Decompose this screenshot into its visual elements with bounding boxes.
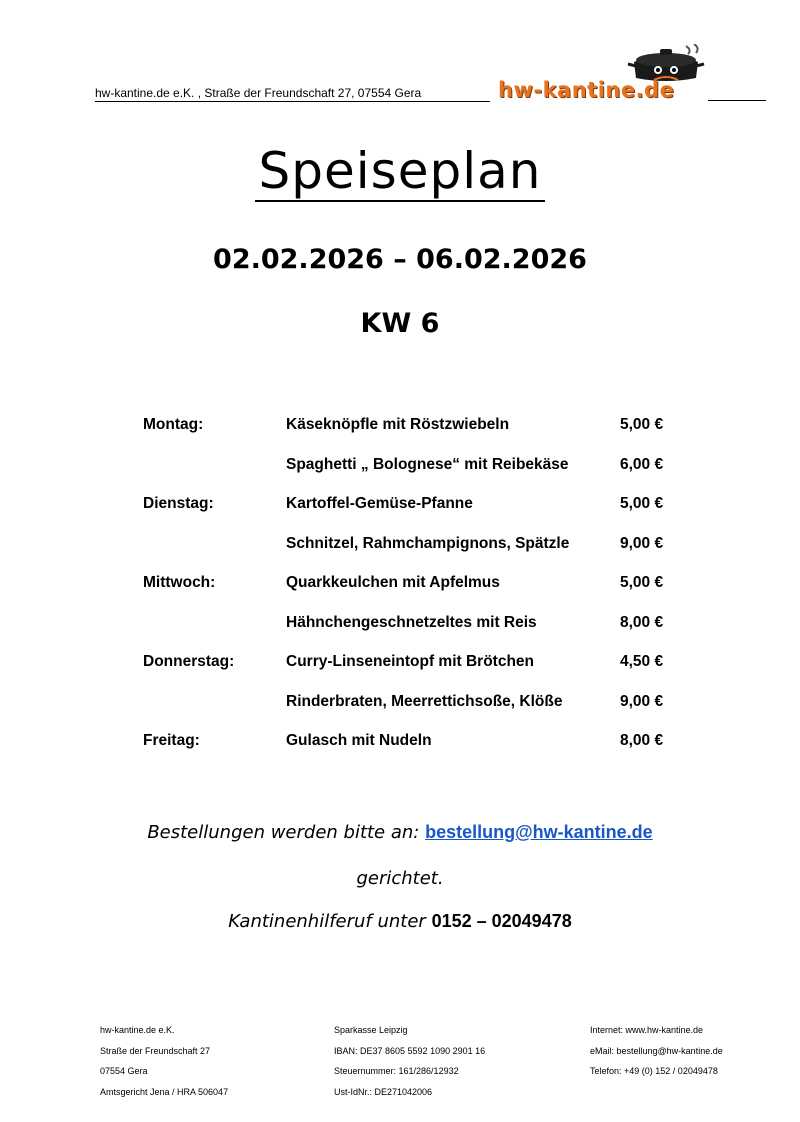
menu-day: Mittwoch:	[143, 574, 216, 591]
menu-row	[143, 732, 683, 772]
order-text: Bestellungen werden bitte an:	[147, 822, 420, 843]
footer-bank	[334, 1020, 485, 1102]
menu-price: 5,00 €	[620, 416, 664, 433]
logo-text: hw-kantine.de	[498, 78, 675, 102]
menu-dish: Spaghetti „ Bolognese“ mit Reibekäse	[286, 455, 569, 473]
footer-line: Sparkasse Leipzig	[334, 1025, 408, 1035]
page-title-wrap	[0, 140, 800, 202]
hotline-number: 0152 – 02049478	[431, 911, 572, 931]
menu-dish: Käseknöpfle mit Röstzwiebeln	[286, 416, 510, 433]
menu-row	[143, 574, 683, 614]
menu-dish: Curry-Linseneintopf mit Brötchen	[286, 653, 535, 670]
footer-company	[100, 1020, 228, 1102]
menu-dish: Kartoffel-Gemüse-Pfanne	[286, 495, 473, 512]
menu-dish: Hähnchengeschnetzeltes mit Reis	[286, 613, 537, 631]
menu-row	[143, 535, 683, 575]
date-range: 02.02.2026 – 06.02.2026	[213, 244, 587, 275]
menu-row	[143, 614, 683, 654]
menu-row	[143, 456, 683, 496]
header-address: hw-kantine.de e.K. , Straße der Freundschaft 27, 07554 Gera	[95, 86, 490, 102]
footer-line: Ust-IdNr.: DE271042006	[334, 1086, 433, 1097]
calendar-week: KW 6	[360, 308, 440, 339]
footer-line: Straße der Freundschaft 27	[100, 1045, 211, 1056]
logo-underline	[708, 100, 766, 101]
footer-line: Internet: www.hw-kantine.de	[590, 1025, 704, 1035]
menu-dish: Rinderbraten, Meerrettichsoße, Klöße	[286, 692, 563, 710]
menu-row	[143, 416, 683, 456]
footer-line: Telefon: +49 (0) 152 / 02049478	[590, 1066, 718, 1076]
footer-line: eMail: bestellung@hw-kantine.de	[590, 1045, 723, 1056]
footer-line: Amtsgericht Jena / HRA 506047	[100, 1086, 229, 1097]
menu-price: 5,00 €	[620, 495, 664, 512]
menu-price: 9,00 €	[620, 534, 664, 552]
order-text-2: gerichtet.	[356, 868, 444, 889]
hotline	[0, 911, 800, 932]
menu-dish: Gulasch mit Nudeln	[286, 732, 432, 749]
footer-line: Steuernummer: 161/286/12932	[334, 1066, 459, 1076]
menu-row	[143, 653, 683, 693]
order-instructions	[0, 822, 800, 843]
order-email-link[interactable]: bestellung@hw-kantine.de	[425, 822, 653, 842]
menu-row	[143, 693, 683, 733]
menu-price: 9,00 €	[620, 692, 664, 710]
footer-line: hw-kantine.de e.K.	[100, 1025, 175, 1035]
company-logo	[498, 44, 768, 102]
footer-line: IBAN: DE37 8605 5592 1090 2901 16	[334, 1045, 486, 1056]
page-title: Speiseplan	[255, 142, 546, 202]
menu-price: 8,00 €	[620, 613, 664, 631]
menu-row	[143, 495, 683, 535]
footer-contact	[590, 1020, 723, 1082]
menu-price: 8,00 €	[620, 732, 664, 749]
menu-day: Dienstag:	[143, 495, 214, 512]
menu-day: Montag:	[143, 416, 204, 433]
menu-dish: Quarkkeulchen mit Apfelmus	[286, 574, 500, 591]
menu-dish: Schnitzel, Rahmchampignons, Spätzle	[286, 534, 570, 552]
menu-table	[143, 416, 683, 772]
menu-price: 4,50 €	[620, 653, 664, 670]
footer-line: 07554 Gera	[100, 1066, 148, 1076]
menu-price: 5,00 €	[620, 574, 664, 591]
hotline-text: Kantinenhilferuf unter	[228, 911, 426, 932]
menu-day: Freitag:	[143, 732, 200, 749]
menu-price: 6,00 €	[620, 455, 664, 473]
menu-day: Donnerstag:	[143, 653, 235, 670]
